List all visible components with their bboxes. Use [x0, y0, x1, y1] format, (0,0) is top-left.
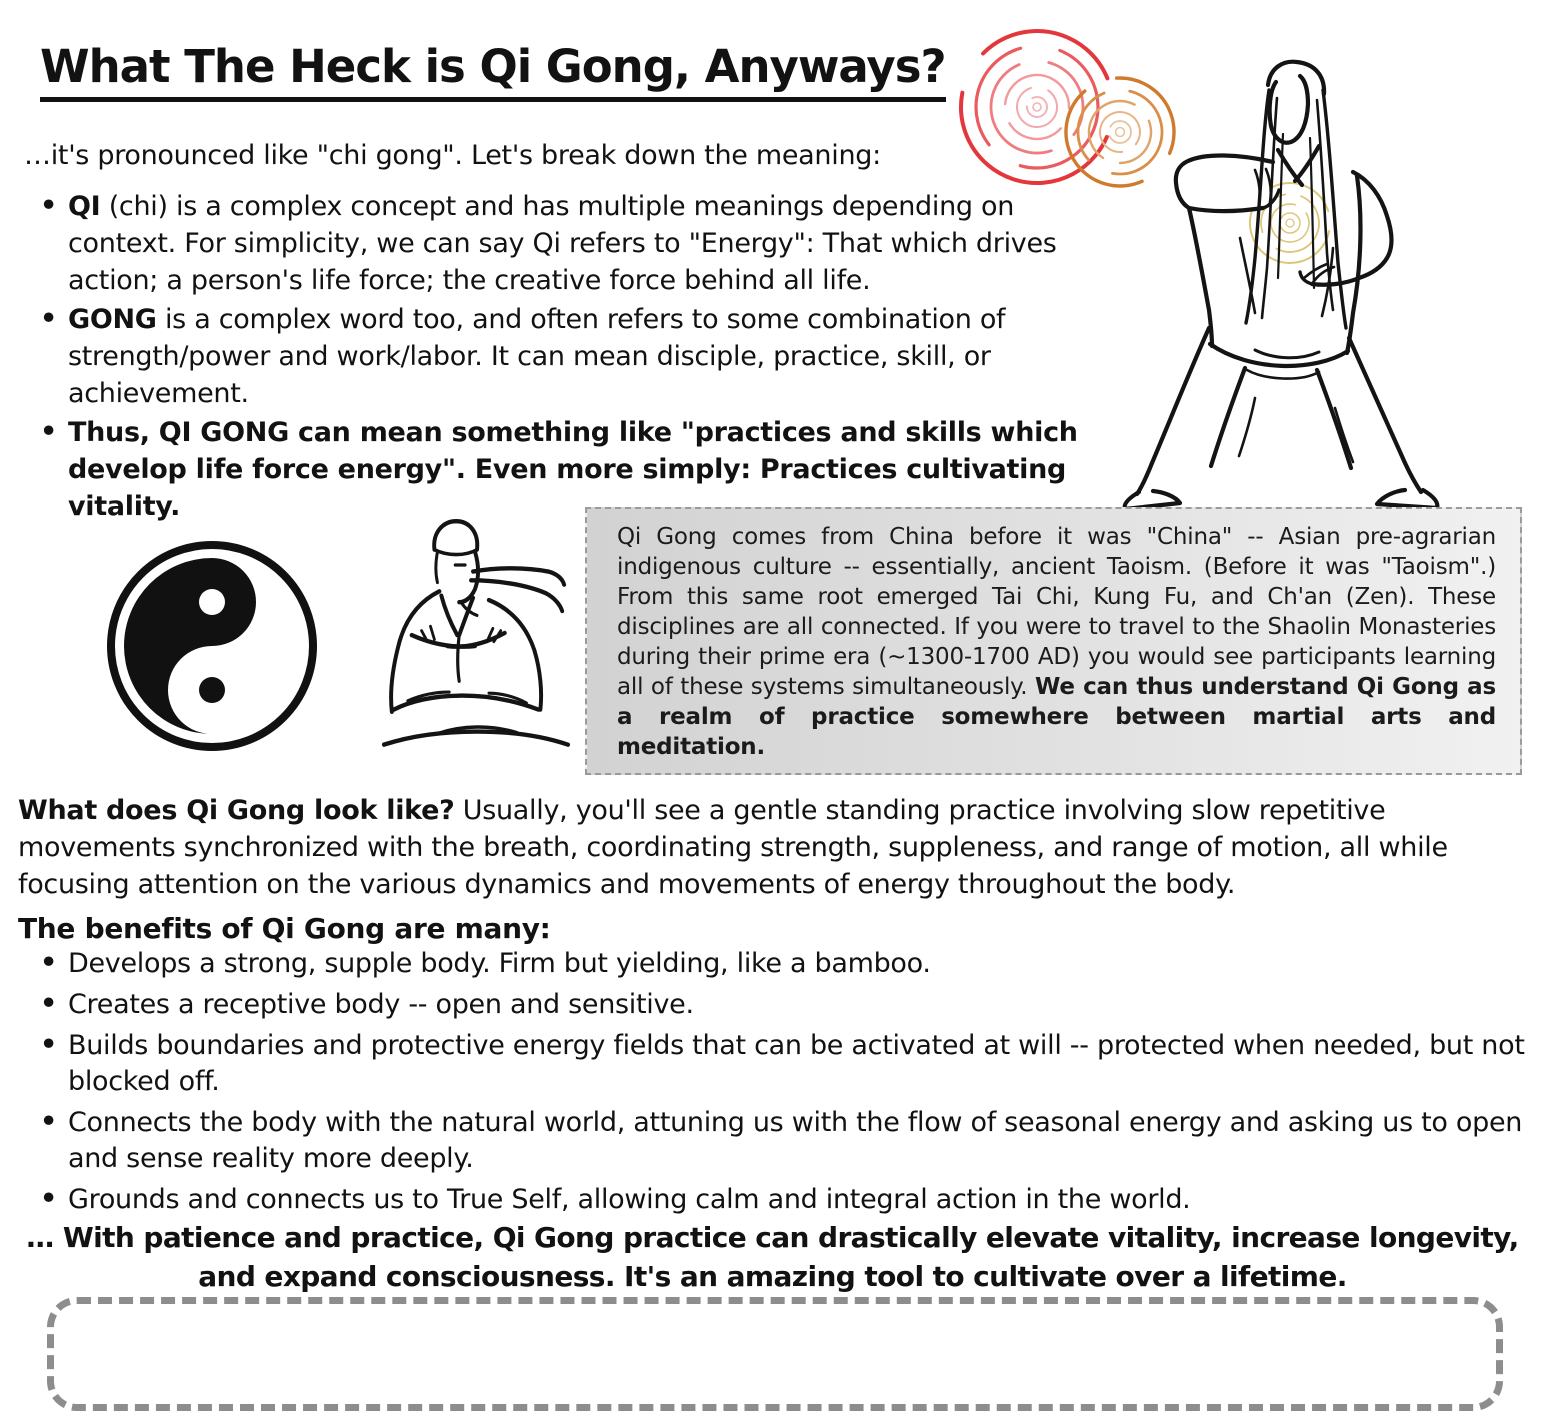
benefit-item: • Grounds and connects us to True Self, allowing calm and integral action in the world. [22, 1182, 1538, 1218]
closing-text: … With patience and practice, Qi Gong practice can drastically elevate vitality, increase longevity, and expand consciousness. It's an amazing tool to cultivate over a lifetime. [26, 1221, 1519, 1293]
meditator-illustration [378, 508, 576, 760]
definition-list [22, 188, 1114, 527]
page-title [40, 40, 946, 93]
benefit-item: • Creates a receptive body -- open and sensitive. [22, 987, 1538, 1023]
history-box-text: Qi Gong comes from China before it was "China" -- Asian pre-agrarian indigenous culture -- essentially, ancient Taoism. (Before it was "Taoism".) From this same root emerged Tai Chi, Kung Fu, and Ch'an (Zen). These disciplines are all connected. If you were to travel to the Shaolin Monasteries during their prime era (~1300-1700 AD) you would see participants learning all of these systems simultaneously. [617, 524, 1496, 700]
gong-bullet-lead: GONG [68, 304, 157, 335]
history-box [585, 507, 1522, 775]
intro-text: …it's pronounced like "chi gong". Let's break down the meaning: [24, 140, 881, 171]
benefit-item: • Connects the body with the natural world, attuning us with the flow of seasonal energy and asking us to open and sense reality more deeply. [22, 1105, 1538, 1177]
gong-bullet [22, 301, 1114, 412]
qi-bullet-text: (chi) is a complex concept and has multiple meanings depending on context. For simplicity, we can say Qi refers to "Energy": That which drives action; a person's life force; the creative force behind all life. [68, 191, 1057, 296]
footer-card [47, 1297, 1503, 1411]
yin-yang-icon [102, 536, 322, 756]
benefit-item: • Builds boundaries and protective energy fields that can be activated at will -- protected when needed, but not blocked off. [22, 1028, 1538, 1100]
benefits-list [22, 946, 1538, 1223]
page-title-text: What The Heck is Qi Gong, Anyways? [40, 40, 946, 102]
gong-bullet-text: is a complex word too, and often refers to some combination of strength/power and work/labor. It can mean disciple, practice, skill, or achievement. [68, 304, 1006, 409]
qigong-figure-illustration [1105, 38, 1465, 508]
looklike-text: Usually, you'll see a gentle standing practice involving slow repetitive movements synchronized with the breath, coordinating strength, suppleness, and range of motion, all while focusing attention on the various dynamics and movements of energy throughout the body. [18, 795, 1448, 900]
qi-bullet [22, 188, 1114, 299]
thus-bullet-text: Thus, QI GONG can mean something like "practices and skills which develop life force energy". Even more simply: Practices cultivating vitality. [68, 417, 1078, 522]
qi-bullet-lead: QI [68, 191, 101, 222]
benefits-heading: The benefits of Qi Gong are many: [18, 912, 551, 945]
looklike-lead: What does Qi Gong look like? [18, 795, 455, 826]
looklike-paragraph [18, 792, 1526, 903]
history-box-bold-text: We can thus understand Qi Gong as a realm of practice somewhere between martial arts and meditation. [617, 674, 1496, 760]
benefit-item: • Develops a strong, supple body. Firm but yielding, like a bamboo. [22, 946, 1538, 982]
